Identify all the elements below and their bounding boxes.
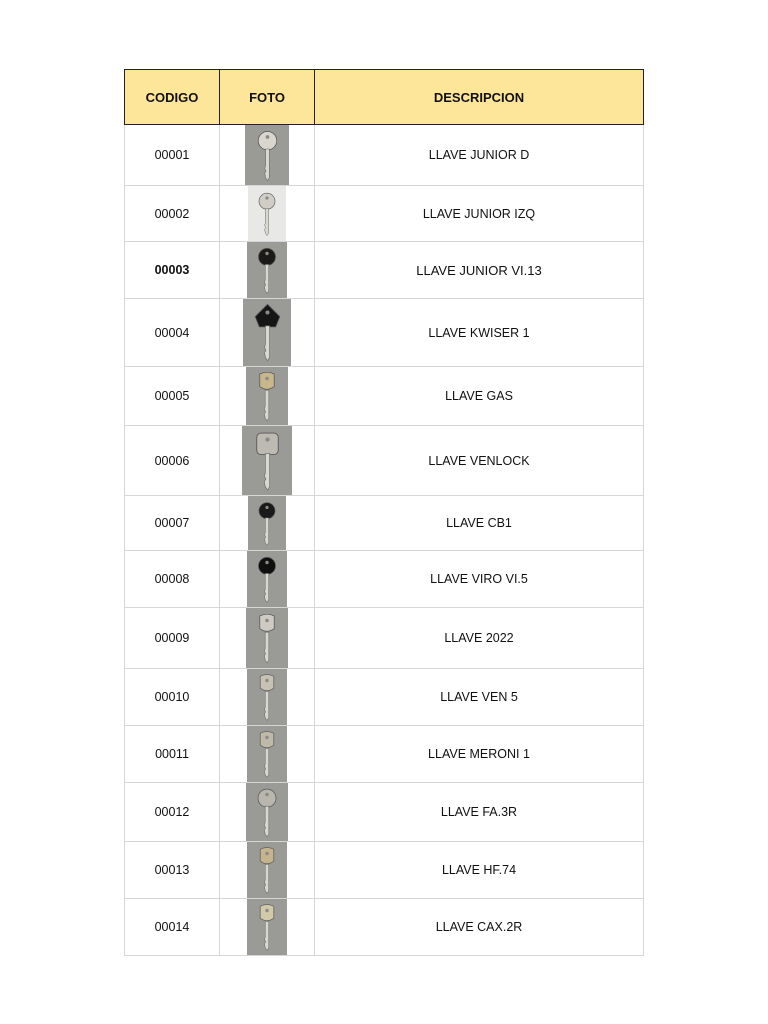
- key-icon: [249, 785, 285, 840]
- key-photo: [247, 726, 287, 782]
- header-foto: FOTO: [220, 70, 315, 125]
- cell-codigo: 00001: [125, 125, 220, 186]
- key-photo: [247, 242, 287, 298]
- key-photo: [248, 496, 286, 550]
- key-photo: [247, 551, 287, 607]
- table-row: [125, 842, 644, 899]
- cell-foto: [220, 669, 315, 726]
- table-row: [125, 608, 644, 669]
- cell-codigo: 00014: [125, 899, 220, 956]
- cell-foto: [220, 551, 315, 608]
- key-photo: [243, 299, 291, 366]
- cell-codigo: 00008: [125, 551, 220, 608]
- key-photo: [247, 899, 287, 955]
- key-photo: [246, 783, 288, 841]
- cell-foto: [220, 125, 315, 186]
- cell-descripcion: LLAVE JUNIOR D: [315, 125, 644, 186]
- cell-descripcion: LLAVE CAX.2R: [315, 899, 644, 956]
- table-row: [125, 426, 644, 496]
- table-row: [125, 551, 644, 608]
- key-icon: [249, 369, 285, 424]
- cell-codigo: 00009: [125, 608, 220, 669]
- cell-codigo: 00006: [125, 426, 220, 496]
- key-icon: [251, 498, 283, 549]
- cell-foto: [220, 608, 315, 669]
- key-icon: [250, 728, 284, 781]
- table-row: [125, 242, 644, 299]
- table-row: [125, 125, 644, 186]
- cell-descripcion: LLAVE VENLOCK: [315, 426, 644, 496]
- cell-codigo: 00013: [125, 842, 220, 899]
- cell-descripcion: LLAVE VIRO VI.5: [315, 551, 644, 608]
- cell-descripcion: LLAVE HF.74: [315, 842, 644, 899]
- key-icon: [250, 671, 284, 724]
- key-photo: [247, 669, 287, 725]
- cell-foto: [220, 367, 315, 426]
- table-row: [125, 669, 644, 726]
- header-descripcion: DESCRIPCION: [315, 70, 644, 125]
- cell-foto: [220, 496, 315, 551]
- key-icon: [246, 428, 289, 494]
- key-icon: [251, 188, 283, 240]
- cell-foto: [220, 242, 315, 299]
- key-icon: [250, 844, 284, 897]
- key-icon: [249, 610, 285, 667]
- cell-descripcion: LLAVE KWISER 1: [315, 299, 644, 367]
- cell-foto: [220, 726, 315, 783]
- cell-descripcion: LLAVE FA.3R: [315, 783, 644, 842]
- cell-foto: [220, 783, 315, 842]
- cell-foto: [220, 299, 315, 367]
- cell-descripcion: LLAVE 2022: [315, 608, 644, 669]
- cell-codigo: 00004: [125, 299, 220, 367]
- cell-descripcion: LLAVE JUNIOR VI.13: [315, 242, 644, 299]
- cell-codigo: 00010: [125, 669, 220, 726]
- cell-codigo: 00003: [125, 242, 220, 299]
- cell-descripcion: LLAVE GAS: [315, 367, 644, 426]
- cell-codigo: 00012: [125, 783, 220, 842]
- key-icon: [250, 901, 284, 954]
- table-row: [125, 783, 644, 842]
- key-photo: [242, 426, 292, 495]
- key-icon: [249, 127, 286, 184]
- header-row: [125, 70, 644, 125]
- key-photo: [246, 367, 288, 425]
- key-photo: [247, 842, 287, 898]
- header-codigo: CODIGO: [125, 70, 220, 125]
- key-catalog-table: [124, 69, 644, 956]
- key-icon: [250, 553, 284, 606]
- table-row: [125, 899, 644, 956]
- key-photo: [248, 186, 286, 241]
- cell-descripcion: LLAVE VEN 5: [315, 669, 644, 726]
- key-photo: [245, 125, 289, 185]
- cell-codigo: 00005: [125, 367, 220, 426]
- table-row: [125, 299, 644, 367]
- cell-foto: [220, 426, 315, 496]
- key-icon: [250, 244, 284, 297]
- cell-foto: [220, 186, 315, 242]
- cell-descripcion: LLAVE MERONI 1: [315, 726, 644, 783]
- cell-codigo: 00011: [125, 726, 220, 783]
- table-row: [125, 496, 644, 551]
- cell-codigo: 00002: [125, 186, 220, 242]
- cell-codigo: 00007: [125, 496, 220, 551]
- key-icon: [247, 301, 288, 365]
- table-row: [125, 726, 644, 783]
- cell-foto: [220, 842, 315, 899]
- cell-foto: [220, 899, 315, 956]
- cell-descripcion: LLAVE JUNIOR IZQ: [315, 186, 644, 242]
- table-row: [125, 367, 644, 426]
- cell-descripcion: LLAVE CB1: [315, 496, 644, 551]
- key-photo: [246, 608, 288, 668]
- table-row: [125, 186, 644, 242]
